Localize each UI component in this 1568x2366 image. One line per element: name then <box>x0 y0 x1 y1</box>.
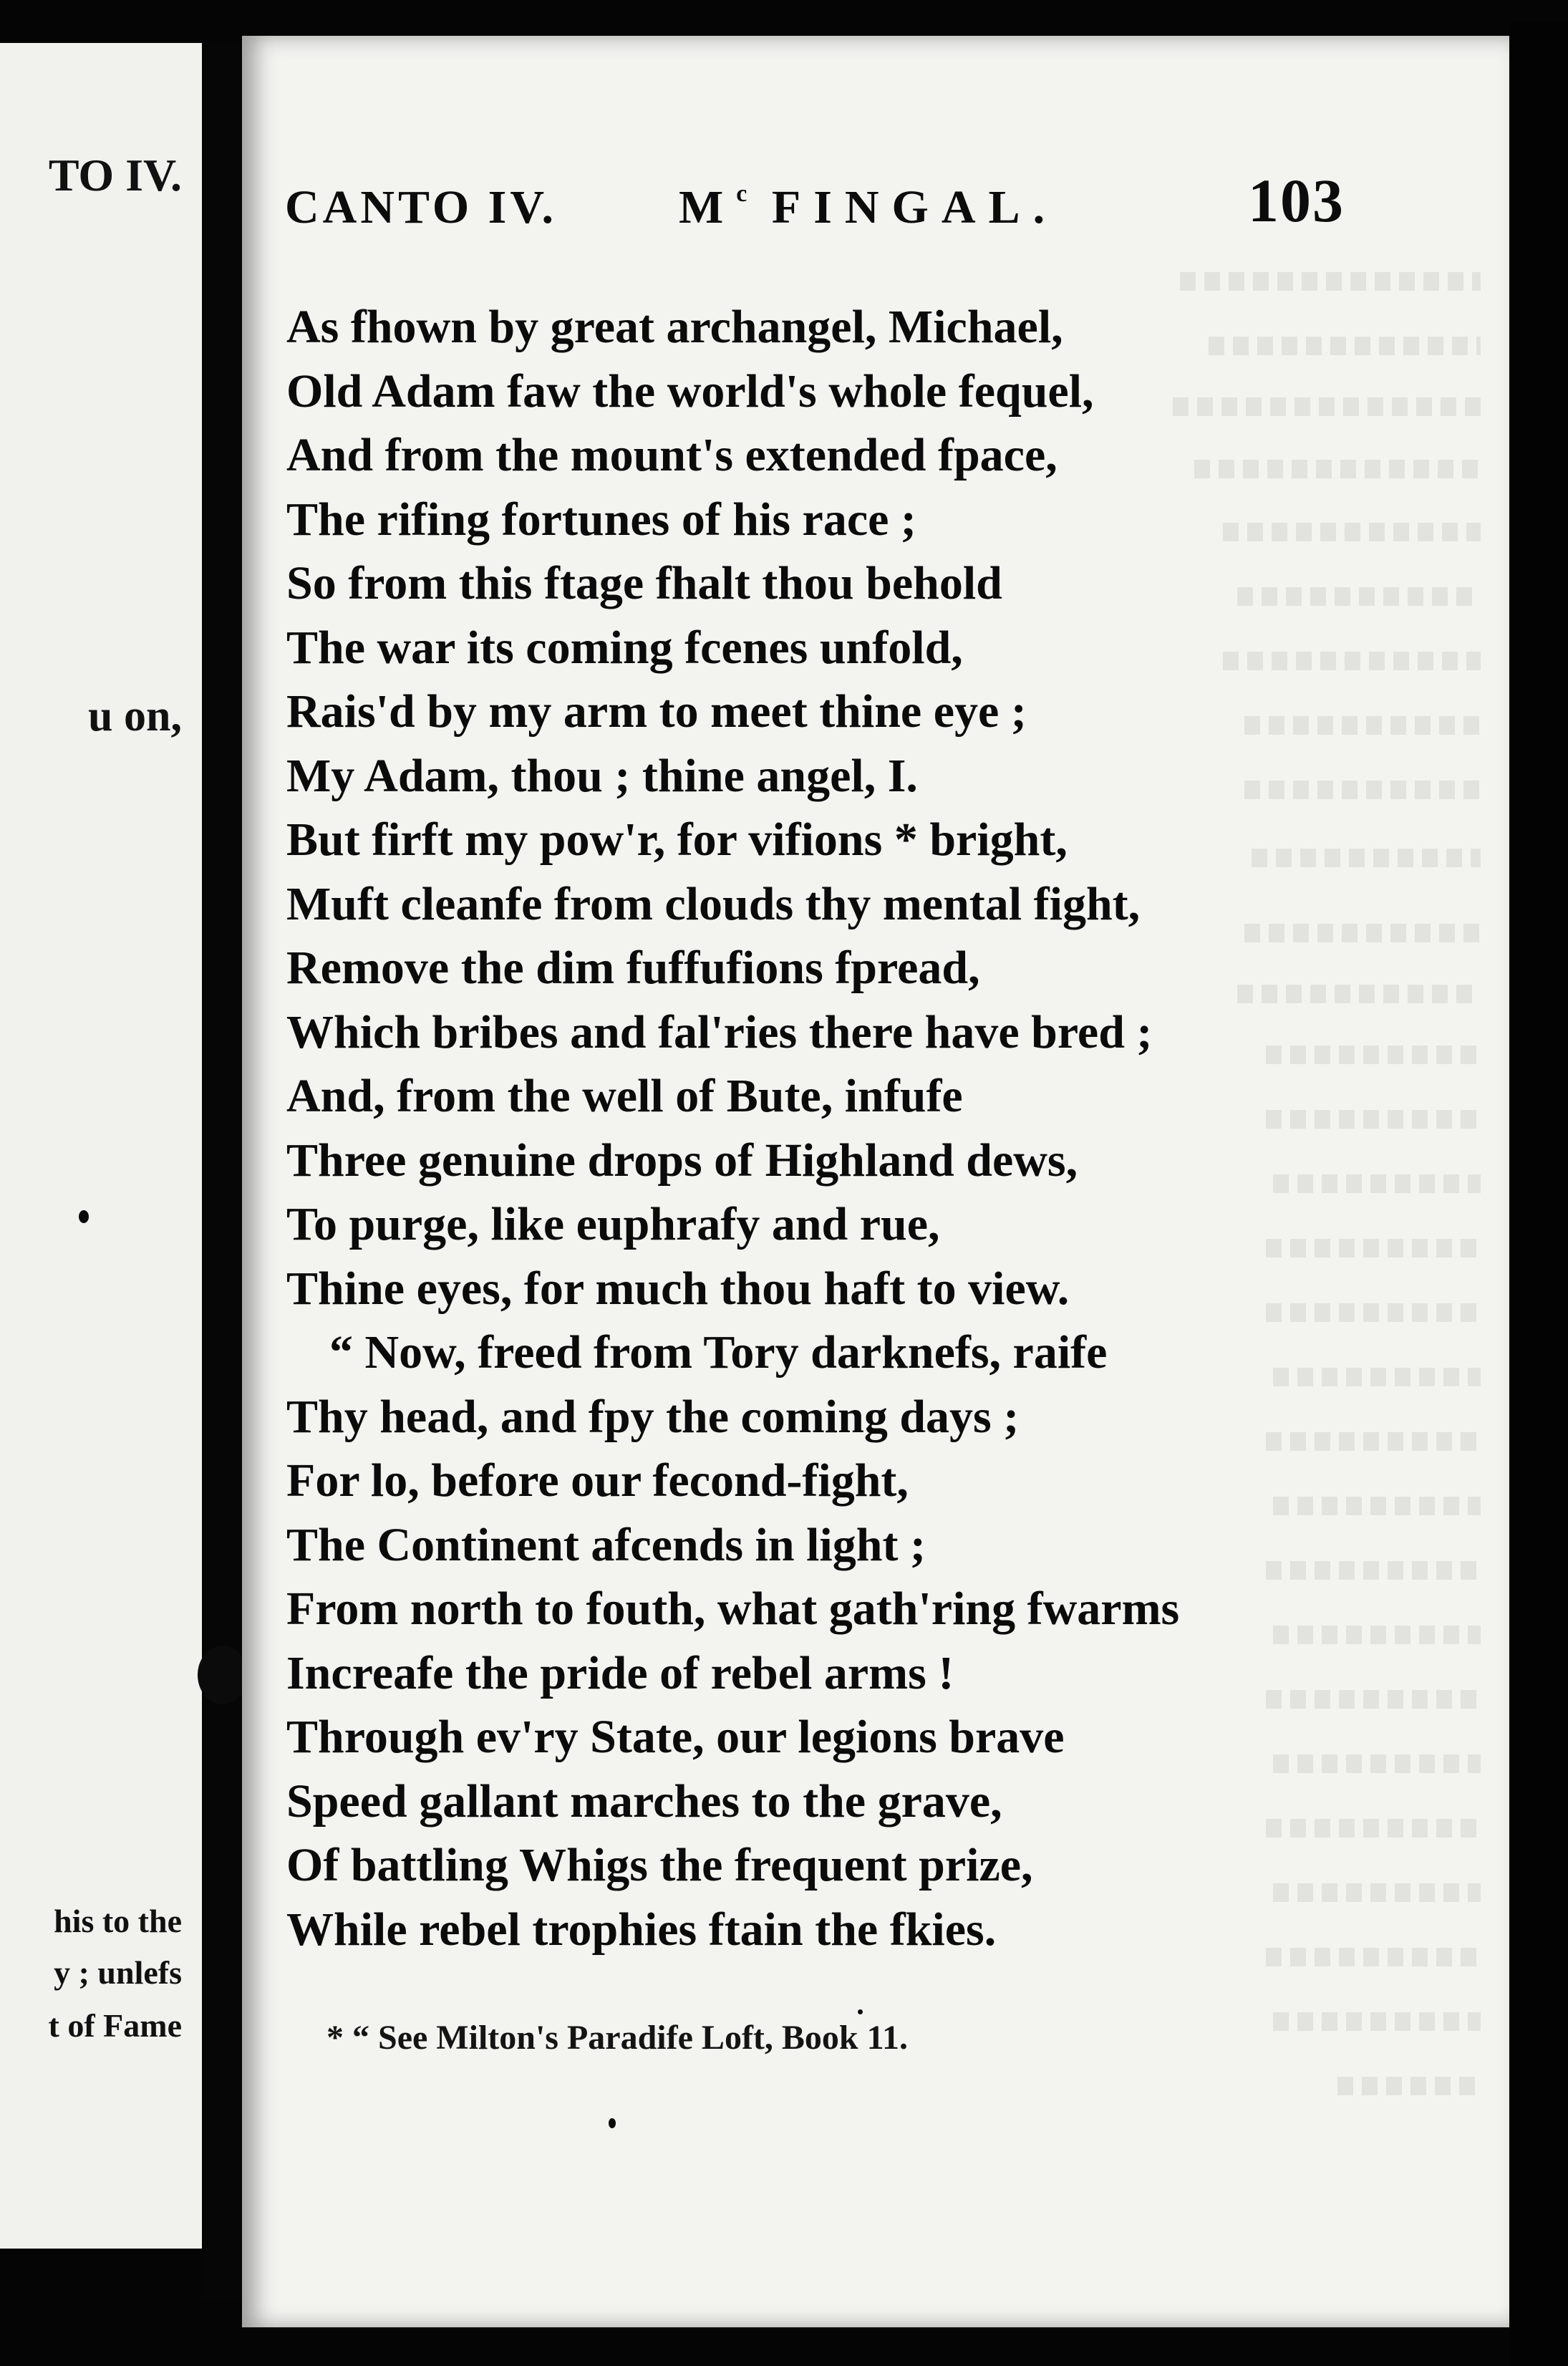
verse-line: Speed gallant marches to the grave, <box>286 1774 1002 1827</box>
verse-line: The Continent afcends in light ; <box>286 1518 926 1571</box>
previous-page-footnote-line: y ; unlefs <box>54 1954 182 1991</box>
verse-line: Thy head, and fpy the coming days ; <box>286 1390 1020 1443</box>
title-rest: FINGAL. <box>771 181 1058 233</box>
binding-gutter <box>202 43 242 2299</box>
verse-line: To purge, like euphrafy and rue, <box>286 1198 940 1250</box>
verse-line: Muft cleanfe from clouds thy mental fight, <box>286 877 1141 930</box>
verse-line: And from the mount's extended fpace, <box>286 429 1058 481</box>
title-initial: M <box>679 181 737 233</box>
page-header <box>285 165 1345 243</box>
verse-line: Thine eyes, for much thou haft to view. <box>286 1262 1070 1315</box>
verse-line: While rebel trophies ftain the fkies. <box>286 1903 997 1956</box>
verse-line: The war its coming fcenes unfold, <box>286 621 963 674</box>
previous-page-header: TO IV. <box>48 150 182 201</box>
verse-line: Rais'd by my arm to meet thine eye ; <box>286 685 1027 738</box>
verse-line: So from this ftage fhalt thou behold <box>286 557 1002 609</box>
footnote: * “ See Milton's Paradife Loft, Book 11. <box>326 2019 908 2057</box>
previous-page-footnote-line: his to the <box>54 1903 182 1939</box>
book-page <box>242 36 1509 2327</box>
verse-line: Of battling Whigs the frequent prize, <box>286 1839 1033 1891</box>
verse-line: Through ev'ry State, our legions brave <box>286 1711 1065 1763</box>
page-number: 103 <box>1248 166 1345 235</box>
previous-page-line: u on, <box>88 692 182 740</box>
ink-speck <box>858 2009 863 2014</box>
verse-line: For lo, before our fecond-fight, <box>286 1454 909 1507</box>
title-superscript: c <box>736 180 747 207</box>
ink-speck <box>79 1210 89 1223</box>
previous-page-fragment <box>0 43 202 2249</box>
verse-line: The rifing fortunes of his race ; <box>286 493 916 546</box>
verse-line: And, from the well of Bute, infufe <box>286 1070 963 1122</box>
scan-border <box>1509 21 1568 2366</box>
ink-speck <box>609 2118 616 2128</box>
verse-line: Which bribes and fal'ries there have bred ; <box>286 1005 1153 1058</box>
running-head: CANTO IV. <box>285 181 557 233</box>
verse-line: Increafe the pride of rebel arms ! <box>286 1646 954 1699</box>
page-title <box>679 180 1058 235</box>
verse-line: Three genuine drops of Highland dews, <box>286 1134 1078 1187</box>
previous-page-footnote-line: t of Fame <box>48 2007 182 2044</box>
verse-block <box>286 295 1403 1961</box>
ink-blot <box>198 1646 248 1704</box>
verse-line: “ Now, freed from Tory darknefs, raife <box>329 1326 1108 1378</box>
verse-line: As fhown by great archangel, Michael, <box>286 301 1063 353</box>
verse-line: But firft my pow'r, for vifions * bright, <box>286 813 1068 866</box>
verse-line: Old Adam faw the world's whole fequel, <box>286 364 1094 417</box>
verse-line: My Adam, thou ; thine angel, I. <box>286 749 918 802</box>
verse-line: Remove the dim fuffufions fpread, <box>286 942 980 994</box>
verse-line: From north to fouth, what gath'ring fwarms <box>286 1583 1180 1635</box>
